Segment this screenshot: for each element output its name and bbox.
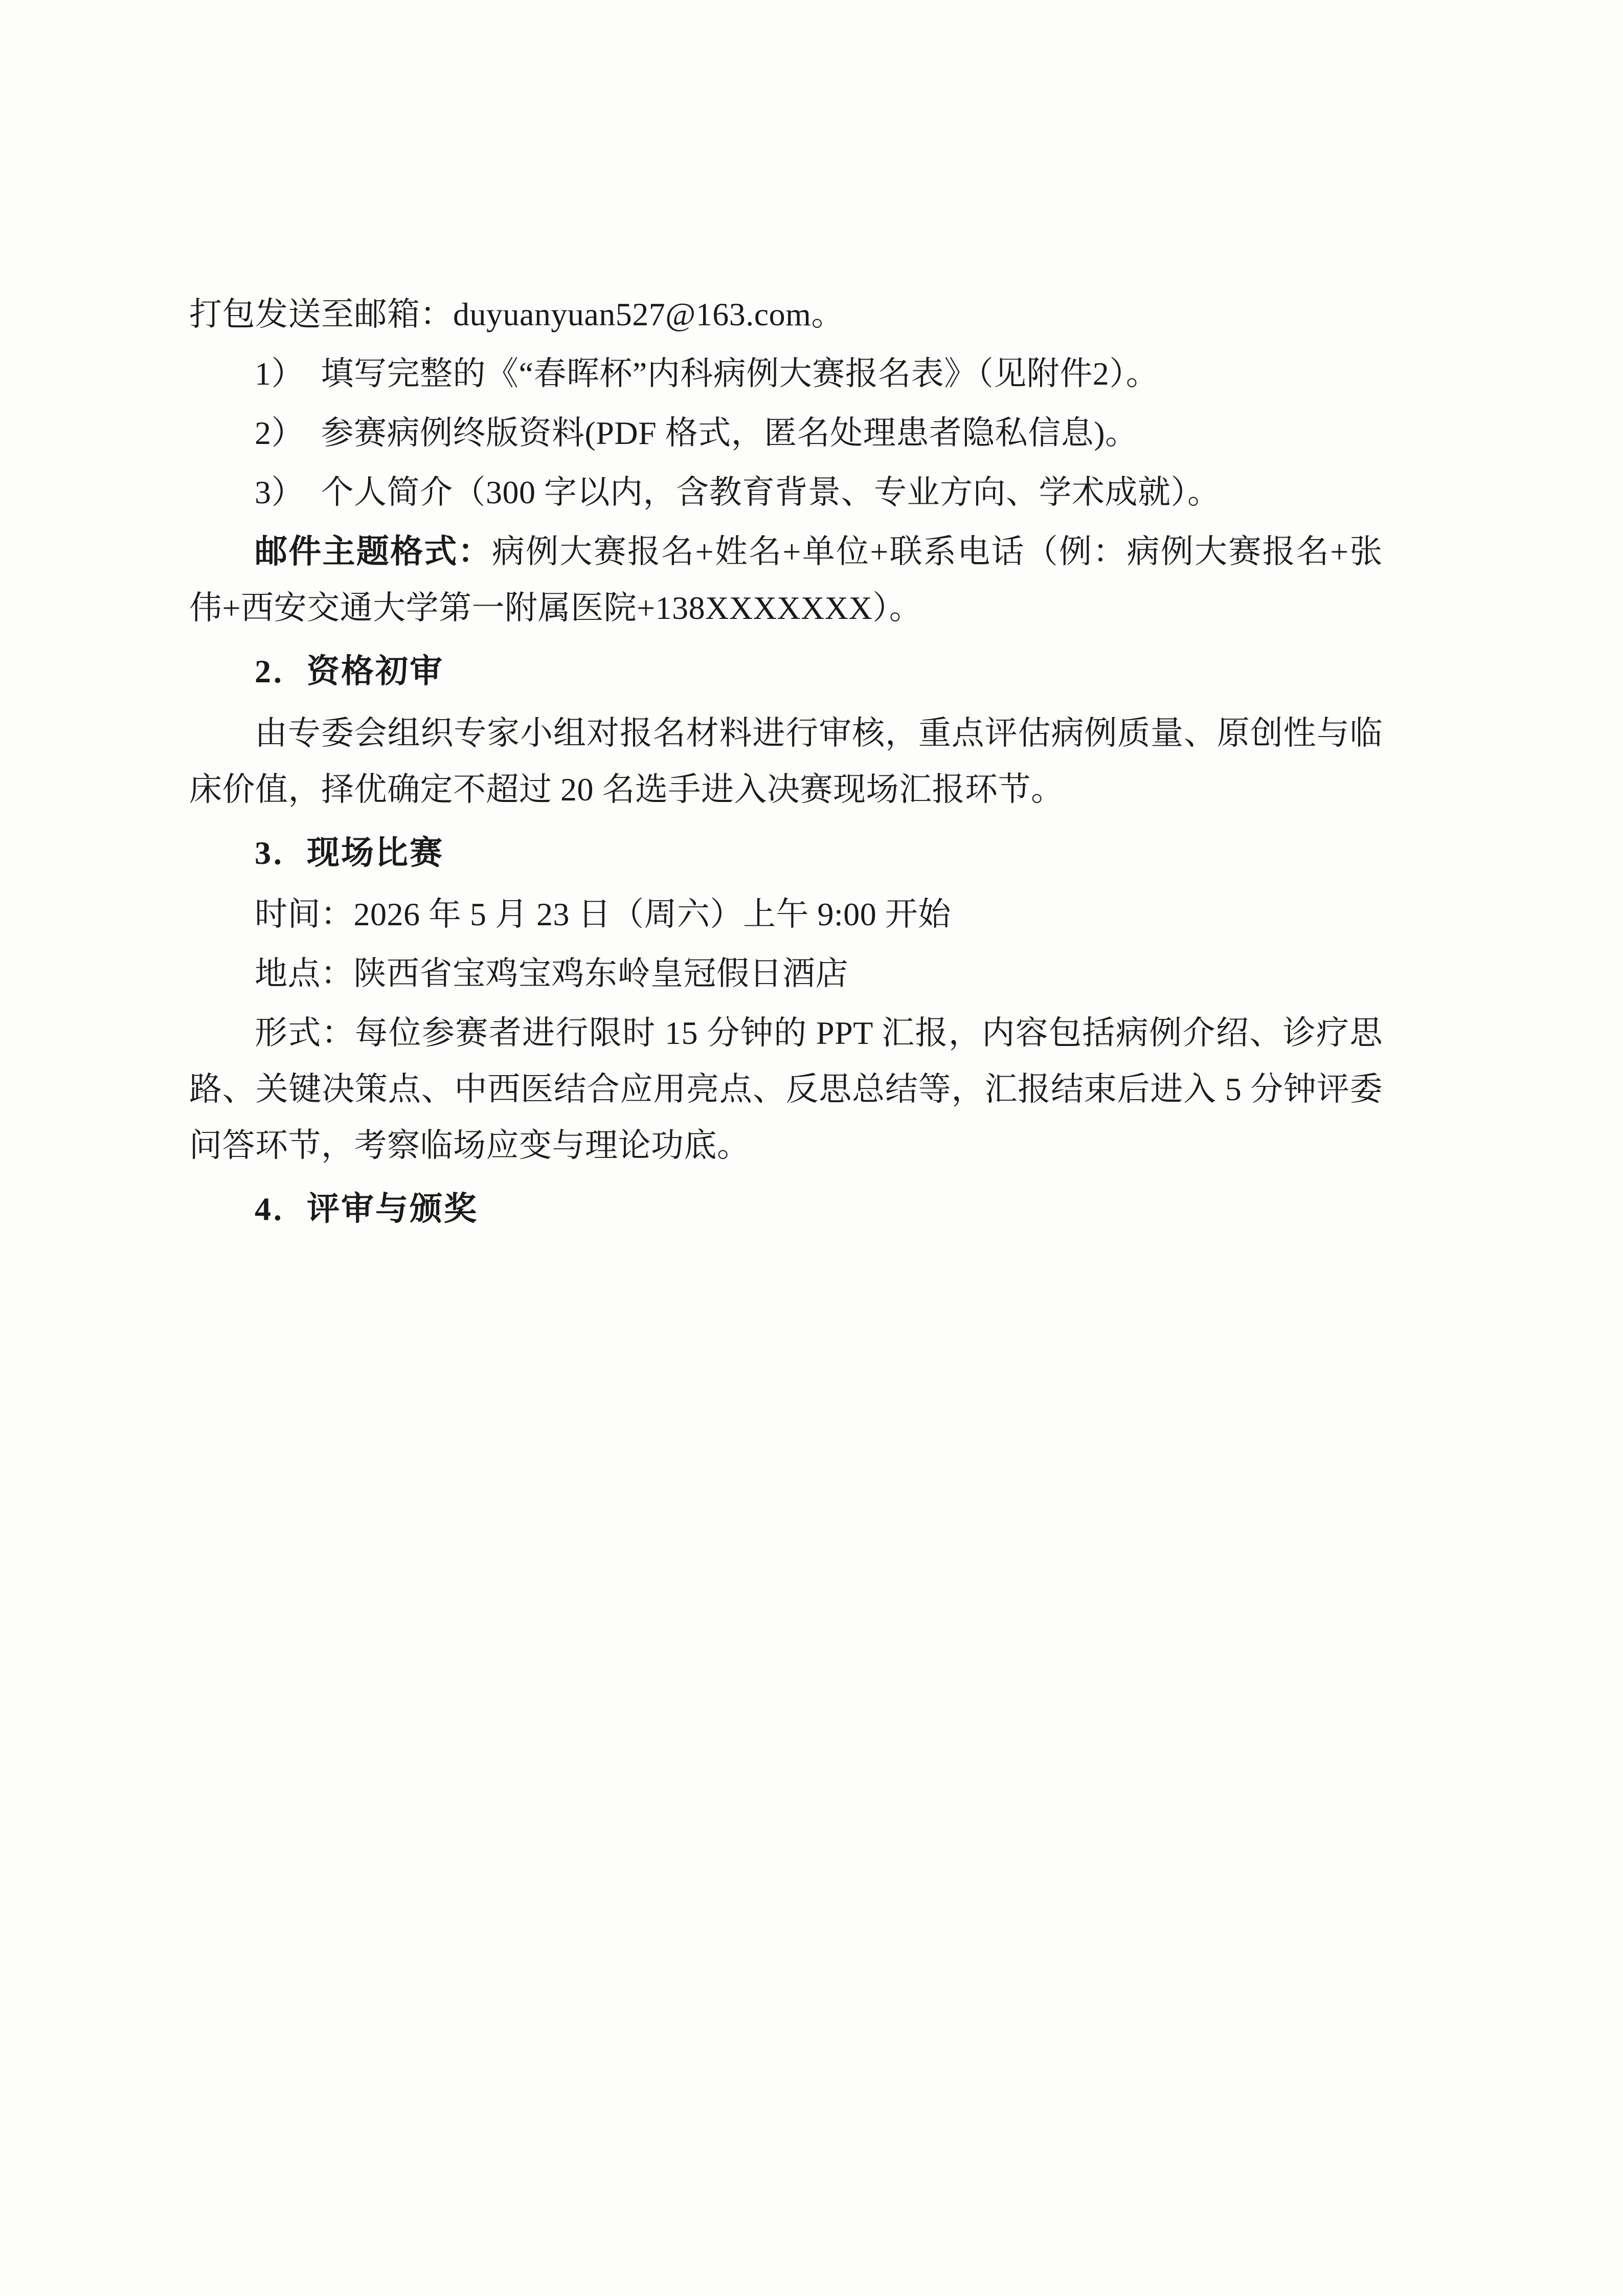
document-body <box>189 286 1383 1237</box>
list-item-3: 3） 个人简介（300 字以内，含教育背景、专业方向、学术成就）。 <box>255 474 1221 511</box>
section-heading-3: 3．现场比赛 <box>255 834 444 871</box>
list-item-1: 1） 填写完整的《“春晖杯”内科病例大赛报名表》（见附件2）。 <box>255 355 1159 392</box>
paragraph-time: 时间：2026 年 5 月 23 日（周六）上午 9:00 开始 <box>255 896 951 932</box>
paragraph-place: 地点：陕西省宝鸡宝鸡东岭皇冠假日酒店 <box>255 955 848 992</box>
section-heading-2: 2．资格初审 <box>255 653 444 690</box>
paragraph-email-line: 打包发送至邮箱：duyuanyuan527@163.com。 <box>189 296 844 332</box>
paragraph-subject-format <box>189 524 1383 636</box>
subject-format-label: 邮件主题格式： <box>255 533 492 570</box>
section-heading-4: 4．评审与颁奖 <box>255 1191 478 1228</box>
subject-format-text: 病例大赛报名+姓名+单位+联系电话（例：病例大赛报名+张伟+西安交通大学第一附属医院+138XXXXXXX）。 <box>189 533 1383 627</box>
list-item-2: 2） 参赛病例终版资料(PDF 格式，匿名处理患者隐私信息)。 <box>255 415 1138 452</box>
paragraph-format: 形式：每位参赛者进行限时 15 分钟的 PPT 汇报，内容包括病例介绍、诊疗思路、关键决策点、中西医结合应用亮点、反思总结等，汇报结束后进入 5 分钟评委问答环节，考察临场应变与理论功底。 <box>189 1014 1383 1164</box>
paragraph-qualification-review: 由专委会组织专家小组对报名材料进行审核，重点评估病例质量、原创性与临床价值，择优确定不超过 20 名选手进入决赛现场汇报环节。 <box>189 715 1383 808</box>
